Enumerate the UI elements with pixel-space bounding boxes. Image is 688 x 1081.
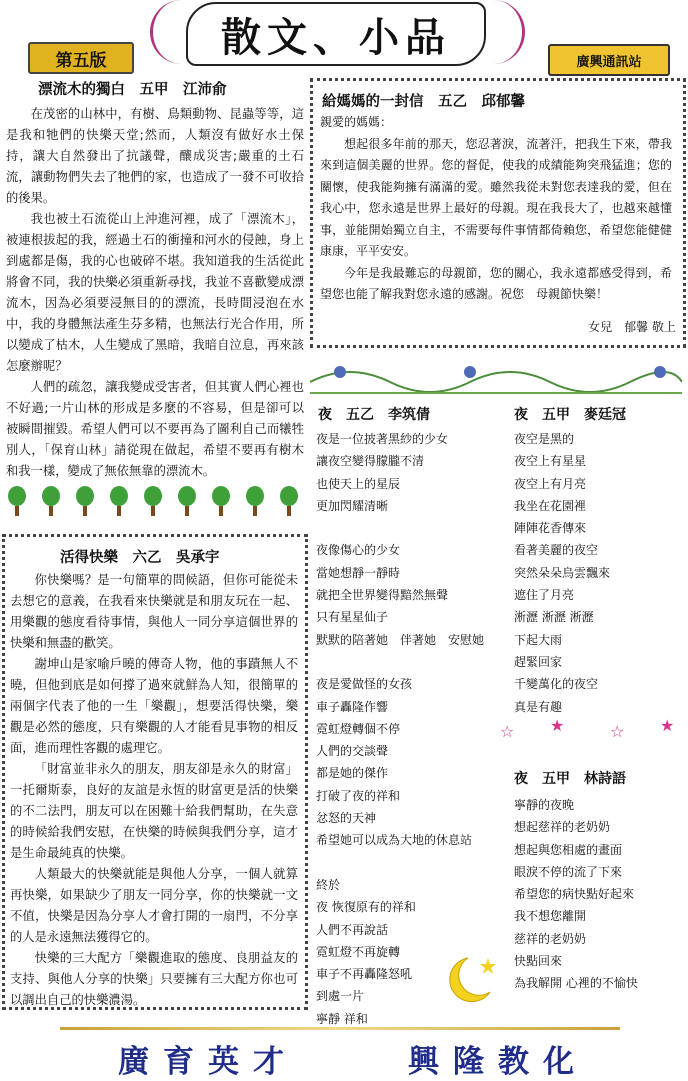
poem-line: 到處一片 <box>316 989 365 1004</box>
poem-line: 想起與您相處的畫面 <box>514 842 623 857</box>
poem-line: 淅瀝 淅瀝 淅瀝 <box>514 610 594 625</box>
tree-row-decoration <box>8 486 300 522</box>
letter-greeting: 親愛的媽媽： <box>320 115 393 129</box>
page-title: 散文、小品 <box>186 2 486 66</box>
newspaper-name-badge: 廣興通訊站 <box>548 44 670 76</box>
poem-line: 夜像傷心的少女 <box>316 543 401 558</box>
paragraph: 快樂的三大配方「樂觀進取的態度、良朋益友的支持、與他人分享的快樂」只要擁有三大配方你也可以調出自己的快樂濃湯。 <box>10 951 298 1007</box>
poem-line: 下起大雨 <box>514 632 563 647</box>
paragraph: 今年是我最難忘的母親節，您的關心，我永遠都感受得到，希望您也能了解我對您永遠的感謝。祝您 母親節快樂！ <box>320 265 672 301</box>
poem-line <box>316 517 506 539</box>
poem-line: 也使天上的星辰 <box>316 476 401 491</box>
star-icon: ☆ <box>500 722 515 741</box>
poem-line <box>316 852 506 874</box>
poem-line: 眼淚不停的流了下來 <box>514 864 623 879</box>
moon-icon <box>438 952 498 1008</box>
poem-line: 就把全世界變得黯然無聲 <box>316 588 449 603</box>
poem-line: 寧靜的夜晚 <box>514 798 575 812</box>
poem-line: 夜空上有月亮 <box>514 476 587 491</box>
article-body-letter <box>320 112 672 306</box>
paragraph: 「財富並非永久的朋友，朋友卻是永久的財富」一托爾斯泰，良好的友誼是永恆的財富更是活的快樂的不二法門，朋友可以在困難十給我們幫助，在失意的時候給我們安慰，在快樂的時候與我們分享，這才是生命最純真的快樂。 <box>10 762 298 860</box>
footer-motto-right: 興隆教化 <box>408 1043 588 1080</box>
article-body-happiness <box>10 570 298 1011</box>
poem-line: 夜是愛做怪的女孩 <box>316 677 413 692</box>
footer-motto-left: 廣育英才 <box>118 1043 298 1080</box>
paragraph: 人們的疏忽，讓我變成受害者，但其實人們心裡也不好過;一片山林的形成是多麼的不容易，但是卻可以被瞬間摧毀。希望人們可以不要再為了圖利自己而犧牲別人，「保育山林」請從現在做起，希望不要再有樹木和我一樣，變成了無依無靠的漂流木。 <box>6 380 304 478</box>
paragraph: 謝坤山是家喻戶曉的傳奇人物，他的事蹟無人不曉，但他到底是如何撐了過來就鮮為人知，很簡單的兩個字代表了他的一生「樂觀」，想要活得快樂，樂觀是必然的態度，只有樂觀的人才能看見事物的相反面，進而理性客觀的處理它。 <box>10 657 298 755</box>
article-title-happiness: 活得快樂 六乙 吳承宇 <box>60 549 220 566</box>
poem-body-lin <box>514 794 684 995</box>
poem-line: 夜空上有星星 <box>514 454 587 469</box>
poem-line: 為我解開 心裡的不愉快 <box>514 976 638 991</box>
poem-line: 終於 <box>316 877 341 892</box>
poem-line: 車子轟隆作響 <box>316 699 389 714</box>
paragraph: 你快樂嗎？是一句簡單的問候語，但你可能從未去想它的意義，在我看來快樂就是和朋友玩在一起、用樂觀的態度看待事情，與他人一同分享這個世界的快樂和無盡的歡笑。 <box>10 573 298 650</box>
poem-line: 當她想靜一靜時 <box>316 565 401 580</box>
poem-line: 遮住了月亮 <box>514 588 575 603</box>
paragraph: 在茂密的山林中，有樹、鳥類動物、昆蟲等等，這是我和牠們的快樂天堂;然而，人類沒有做好水土保持，讓大自然發出了抗議聲，釀成災害;嚴重的土石流，讓動物們失去了牠們的家，也造成了一發不可收拾的後果。 <box>6 107 304 205</box>
poem-line: 想起慈祥的老奶奶 <box>514 820 611 835</box>
poem-line: 人們的交談聲 <box>316 744 389 759</box>
paragraph: 我也被土石流從山上沖進河裡，成了「漂流木」，被連根拔起的我，經過土石的衝撞和河水的侵蝕，身上到處都是傷，我的心也破碎不堪。我知道我的生活從此將會不同，我的快樂必須重新尋找，我並不喜歡變成漂流木，因為必須要浸無目的的漂流，長時間浸泡在水中，我的身體無法產生芬多精，也無法行光合作用，所以變成了枯木，人生變成了黑暗，我暗自泣息，再來該怎麼辦呢？ <box>6 212 304 373</box>
poem-line: 霓虹燈不再旋轉 <box>316 944 401 959</box>
footer-rule <box>60 1027 620 1030</box>
poem-line: 人們不再說話 <box>316 922 389 937</box>
paragraph: 人類最大的快樂就能是與他人分享，一個人就算再快樂，如果缺少了朋友一同分享，你的快樂就一文不值，快樂是因為分享人才會打開的一扇門，不分享的人是永遠無法獲得它的。 <box>10 867 298 944</box>
star-icon: ☆ <box>610 722 625 741</box>
vine-icon <box>310 352 682 392</box>
poem-line: 更加閃耀清晰 <box>316 498 389 513</box>
poem-line: 看著美麗的夜空 <box>514 543 599 558</box>
poem-line: 突然朵朵烏雲飄來 <box>514 565 611 580</box>
poem-line: 車子不再轟隆怒吼 <box>316 967 413 982</box>
poem-title-lin: 夜 五甲 林詩語 <box>514 771 626 787</box>
article-title-driftwood: 漂流木的獨白 五甲 江沛俞 <box>38 81 227 98</box>
edition-badge: 第五版 <box>28 42 134 74</box>
poem-line: 讓夜空變得朦朧不清 <box>316 454 425 469</box>
article-title-letter: 給媽媽的一封信 五乙 邱郁馨 <box>322 93 525 110</box>
poem-line: 快點回來 <box>514 954 563 969</box>
poem-line: 我坐在花園裡 <box>514 498 587 513</box>
poem-line: 忿怒的天神 <box>316 811 377 826</box>
poem-line: 我不想您離開 <box>514 909 587 924</box>
moon-decoration <box>438 952 498 1008</box>
poem-line: 夜 恢復原有的祥和 <box>316 900 416 915</box>
poem-title-li: 夜 五乙 李筑倩 <box>318 407 430 423</box>
poem-body-li <box>316 428 506 1030</box>
poem-line: 千變萬化的夜空 <box>514 677 599 692</box>
poem-line: 寧靜 祥和 <box>316 1011 368 1026</box>
star-icon: ★ <box>550 716 565 735</box>
poem-line: 真是有趣 <box>514 699 563 714</box>
poem-line: 夜空是黑的 <box>514 432 575 446</box>
star-divider <box>500 716 680 752</box>
poem-line: 都是她的傑作 <box>316 766 389 781</box>
poem-line: 趕緊回家 <box>514 654 563 669</box>
poem-line: 打破了夜的祥和 <box>316 788 401 803</box>
poem-line: 霓虹燈轉個不停 <box>316 721 401 736</box>
poem-line: 夜是一位披著黑紗的少女 <box>316 432 449 446</box>
poem-line: 希望她可以成為大地的休息站 <box>316 833 473 848</box>
poem-line: 只有星星仙子 <box>316 610 389 625</box>
poem-line: 慈祥的老奶奶 <box>514 931 587 946</box>
poem-body-mai <box>514 428 684 718</box>
vine-decoration <box>310 352 682 394</box>
paragraph: 想起很多年前的那天，您忍著淚，流著汗，把我生下來，帶我來到這個美麗的世界。您的督促，使我的成績能夠突飛猛進；您的關懷，使我能夠擁有滿滿的愛。雖然我從未對您表達我的愛，但在我心中，您永遠是世界上最好的母親。現在我長大了，也越來越懂事，並能開始獨立自主，不需要每件事情都倚賴您，希望您能健健康康，平平安安。 <box>320 136 672 258</box>
poem-line <box>316 651 506 673</box>
star-icon: ★ <box>660 716 675 735</box>
poem-line: 默默的陪著她 伴著她 安慰她 <box>316 632 485 647</box>
poem-line: 陣陣花香傳來 <box>514 521 587 536</box>
footer-motto <box>118 1040 588 1080</box>
article-body-driftwood <box>6 104 304 482</box>
letter-signature: 女兒 郁馨 敬上 <box>588 320 676 334</box>
poem-line: 希望您的病快點好起來 <box>514 887 635 902</box>
poem-title-mai: 夜 五甲 麥廷冠 <box>514 407 626 423</box>
